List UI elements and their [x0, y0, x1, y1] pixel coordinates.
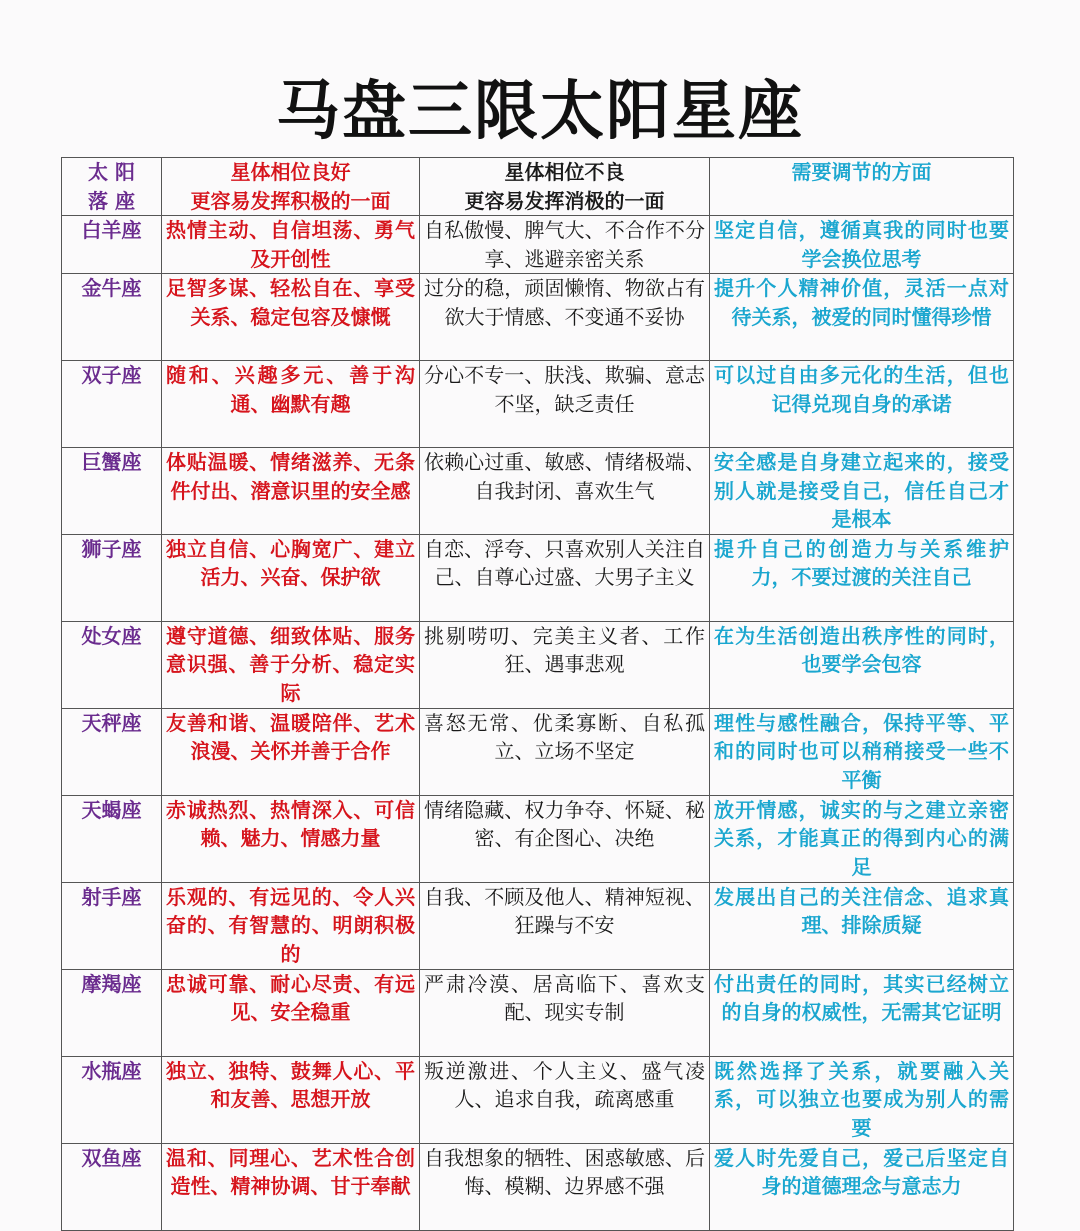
- sign-cell: 处女座: [62, 621, 162, 708]
- sign-cell: 天蝎座: [62, 795, 162, 882]
- sign-cell: 射手座: [62, 882, 162, 969]
- bad-aspect-cell: 情绪隐藏、权力争夺、怀疑、秘密、有企图心、决绝: [420, 795, 710, 882]
- table-row: [62, 274, 1014, 361]
- header-bad-line2: 更容易发挥消极的一面: [464, 188, 665, 213]
- header-adjust: 需要调节的方面: [710, 158, 1014, 216]
- header-bad-line1: 星体相位不良: [504, 160, 625, 184]
- header-good-aspect: [162, 158, 420, 216]
- adjust-cell: 可以过自由多元化的生活，但也记得兑现自身的承诺: [710, 361, 1014, 448]
- table-row: [62, 448, 1014, 535]
- header-bad-aspect: [420, 158, 710, 216]
- good-aspect-cell: 足智多谋、轻松自在、享受关系、稳定包容及慷慨: [162, 274, 420, 361]
- good-aspect-cell: 独立自信、心胸宽广、建立活力、兴奋、保护欲: [162, 534, 420, 621]
- header-sun-sign-line2: 落 座: [88, 188, 135, 213]
- bad-aspect-cell: 自我、不顾及他人、精神短视、狂躁与不安: [420, 882, 710, 969]
- adjust-cell: 理性与感性融合，保持平等、平和的同时也可以稍稍接受一些不平衡: [710, 708, 1014, 795]
- good-aspect-cell: 热情主动、自信坦荡、勇气及开创性: [162, 216, 420, 274]
- sign-cell: 白羊座: [62, 216, 162, 274]
- good-aspect-cell: 乐观的、有远见的、令人兴奋的、有智慧的、明朗积极的: [162, 882, 420, 969]
- adjust-cell: 提升自己的创造力与关系维护力，不要过渡的关注自己: [710, 534, 1014, 621]
- header-good-line2: 更容易发挥积极的一面: [190, 188, 391, 213]
- bad-aspect-cell: 挑剔唠叨、完美主义者、工作狂、遇事悲观: [420, 621, 710, 708]
- adjust-cell: 提升个人精神价值，灵活一点对待关系，被爱的同时懂得珍惜: [710, 274, 1014, 361]
- bad-aspect-cell: 喜怒无常、优柔寡断、自私孤立、立场不坚定: [420, 708, 710, 795]
- sign-cell: 双鱼座: [62, 1143, 162, 1230]
- adjust-cell: 安全感是自身建立起来的，接受别人就是接受自己，信任自己才是根本: [710, 448, 1014, 535]
- good-aspect-cell: 独立、独特、鼓舞人心、平和友善、思想开放: [162, 1056, 420, 1143]
- sign-cell: 水瓶座: [62, 1056, 162, 1143]
- table-row: [62, 708, 1014, 795]
- table-row: [62, 1056, 1014, 1143]
- adjust-cell: 坚定自信，遵循真我的同时也要学会换位思考: [710, 216, 1014, 274]
- sign-cell: 摩羯座: [62, 969, 162, 1056]
- good-aspect-cell: 遵守道德、细致体贴、服务意识强、善于分析、稳定实际: [162, 621, 420, 708]
- sign-cell: 狮子座: [62, 534, 162, 621]
- adjust-cell: 爱人时先爱自己，爱己后坚定自身的道德理念与意志力: [710, 1143, 1014, 1230]
- sign-cell: 天秤座: [62, 708, 162, 795]
- table-row: [62, 882, 1014, 969]
- good-aspect-cell: 友善和谐、温暖陪伴、艺术浪漫、关怀并善于合作: [162, 708, 420, 795]
- table-row: [62, 621, 1014, 708]
- table-row: [62, 1143, 1014, 1230]
- bad-aspect-cell: 自我想象的牺牲、困惑敏感、后悔、模糊、边界感不强: [420, 1143, 710, 1230]
- bad-aspect-cell: 自私傲慢、脾气大、不合作不分享、逃避亲密关系: [420, 216, 710, 274]
- bad-aspect-cell: 自恋、浮夸、只喜欢别人关注自己、自尊心过盛、大男子主义: [420, 534, 710, 621]
- good-aspect-cell: 体贴温暖、情绪滋养、无条件付出、潜意识里的安全感: [162, 448, 420, 535]
- adjust-cell: 既然选择了关系，就要融入关系，可以独立也要成为别人的需要: [710, 1056, 1014, 1143]
- bad-aspect-cell: 过分的稳，顽固懒惰、物欲占有欲大于情感、不变通不妥协: [420, 274, 710, 361]
- table-row: [62, 969, 1014, 1056]
- zodiac-table: [61, 157, 1014, 1231]
- header-sun-sign: [62, 158, 162, 216]
- page-title: 马盘三限太阳星座: [276, 75, 804, 149]
- good-aspect-cell: 温和、同理心、艺术性合创造性、精神协调、甘于奉献: [162, 1143, 420, 1230]
- sign-cell: 金牛座: [62, 274, 162, 361]
- table-header-row: [62, 158, 1014, 216]
- bad-aspect-cell: 依赖心过重、敏感、情绪极端、自我封闭、喜欢生气: [420, 448, 710, 535]
- table-row: [62, 795, 1014, 882]
- sign-cell: 双子座: [62, 361, 162, 448]
- adjust-cell: 放开情感，诚实的与之建立亲密关系，才能真正的得到内心的满足: [710, 795, 1014, 882]
- bad-aspect-cell: 分心不专一、肤浅、欺骗、意志不坚，缺乏责任: [420, 361, 710, 448]
- good-aspect-cell: 赤诚热烈、热情深入、可信赖、魅力、情感力量: [162, 795, 420, 882]
- table-row: [62, 216, 1014, 274]
- adjust-cell: 付出责任的同时，其实已经树立的自身的权威性，无需其它证明: [710, 969, 1014, 1056]
- adjust-cell: 在为生活创造出秩序性的同时，也要学会包容: [710, 621, 1014, 708]
- good-aspect-cell: 随和、兴趣多元、善于沟通、幽默有趣: [162, 361, 420, 448]
- bad-aspect-cell: 严肃冷漠、居高临下、喜欢支配、现实专制: [420, 969, 710, 1056]
- header-good-line1: 星体相位良好: [230, 160, 351, 184]
- bad-aspect-cell: 叛逆激进、个人主义、盛气凌人、追求自我，疏离感重: [420, 1056, 710, 1143]
- table-row: [62, 534, 1014, 621]
- sign-cell: 巨蟹座: [62, 448, 162, 535]
- table-row: [62, 361, 1014, 448]
- good-aspect-cell: 忠诚可靠、耐心尽责、有远见、安全稳重: [162, 969, 420, 1056]
- adjust-cell: 发展出自己的关注信念、追求真理、排除质疑: [710, 882, 1014, 969]
- header-sun-sign-line1: 太 阳: [88, 160, 135, 184]
